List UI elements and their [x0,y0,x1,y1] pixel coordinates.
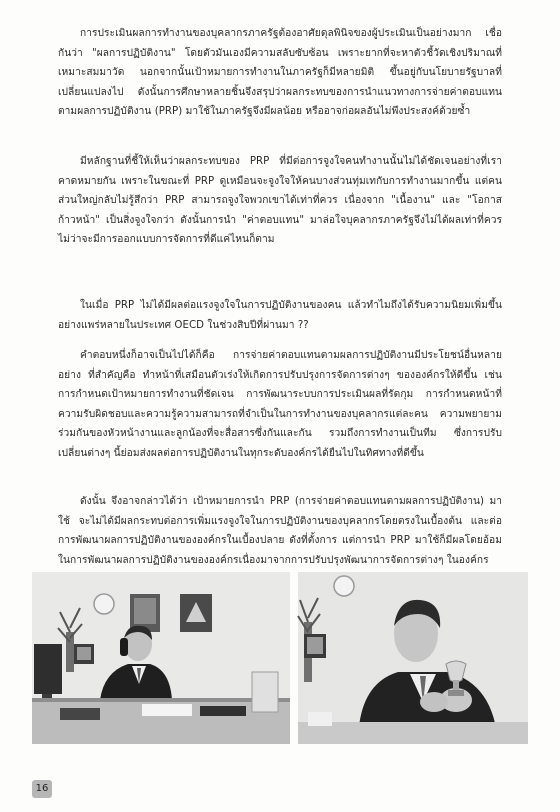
paragraph-1: การประเมินผลการทำงานของบุคลากรภาครัฐต้องอาศัยดุลพินิจของผู้ประเมินเป็นอย่างมาก เชื่อกันว่า "ผลการปฏิบัติงาน" โดยตัวมันเองมีความสลับซับซ้อน เพราะยากที่จะหาตัวชี้วัดเชิงปริมาณที่เหมาะสมมาวัด นอกจากนั้นเป้าหมายการทำงานในภาครัฐก็มีหลายมิติ ขึ้นอยู่กับนโยบายรัฐบาลที่เปลี่ยนแปลงไป ดังนั้นการศึกษาหลายชิ้นจึงสรุปว่าผลกระทบของการนำแนวทางการจ่ายค่าตอบแทนตามผลการปฏิบัติงาน (PRP) มาใช้ในภาครัฐจึงมีผลน้อย หรืออาจก่อผลอันไม่พึงประสงค์ด้วยซ้ำ [58,28,502,118]
photo-businessman-with-trophy-illustration [298,572,528,744]
paragraph-4: คำตอบหนึ่งก็อาจเป็นไปได้ก็คือ การจ่ายค่าตอบแทนตามผลการปฏิบัติงานมีประโยชน์อื่นหลายอย่าง ที่สำคัญคือ ทำหน้าที่เสมือนตัวเร่งให้เกิดการปรับปรุงการจัดการต่างๆ ขององค์กรให้ดีขึ้น เช่น การกำหนดเป้าหมายการทำงานที่ชัดเจน การพัฒนาระบบการประเมินผลที่รัดกุม การกำหนดหน้าที่ความรับผิดชอบและความรู้ความสามารถที่จำเป็นในการทำงานของบุคลากรแต่ละคน ความพยายามร่วมกันของหัวหน้างานและลูกน้องที่จะสื่อสารซึ่งกันและกัน รวมถึงการทำงานเป็นทีม ซึ่งการปรับเปลี่ยนต่างๆ นี้ย่อมส่งผลต่อการปฏิบัติงานในทุกระดับองค์กรได้ยืนไปในทิศทางที่ดีขึ้น [58,350,502,459]
photo-businessman-on-phone [32,572,290,744]
paragraph-3: ในเมื่อ PRP ไม่ได้มีผลต่อแรงจูงใจในการปฏิบัติงานของคน แล้วทำไมถึงได้รับความนิยมเพิ่มขึ้นอย่างแพร่หลายในประเทศ OECD ในช่วงสิบปีที่ผ่านมา ?? [58,300,502,331]
paragraph-5: ดังนั้น จึงอาจกล่าวได้ว่า เป้าหมายการนำ PRP (การจ่ายค่าตอบแทนตามผลการปฏิบัติงาน) มาใช้ จะไม่ได้มีผลกระทบต่อการเพิ่มแรงจูงใจในการปฏิบัติงานของบุคลากรโดยตรงในเบื้องต้น และต่อการพัฒนาผลการปฏิบัติงานขององค์กรในเบื้องปลาย ดังที่ตั้งการ แต่การนำ PRP มาใช้ก็มีผลโดยอ้อมในการพัฒนาผลการปฏิบัติงานขององค์กรเนื่องมาจากการปรับปรุงพัฒนาการจัดการต่างๆ ในองค์กร [58,496,502,566]
paragraph-2: มีหลักฐานที่ชี้ให้เห็นว่าผลกระทบของ PRP ที่มีต่อการจูงใจคนทำงานนั้นไม่ได้ชัดเจนอย่างที่เราคาดหมายกัน เพราะในขณะที่ PRP ดูเหมือนจะจูงใจให้คนบางส่วนทุ่มเทกับการทำงานมากขึ้น แต่คนส่วนใหญ่กลับไม่รู้สึกว่า PRP สามารถจูงใจพวกเขาได้เท่าที่ควร เนื่องจาก "เนื้องาน" และ "โอกาสก้าวหน้า" เป็นสิ่งจูงใจกว่า ดังนั้นการนำ "ค่าตอบแทน" มาล่อใจบุคลากรภาครัฐจึงไม่ได้ผลเท่าที่ควร ไม่ว่าจะมีการออกแบบการจัดการที่ดีแค่ไหนก็ตาม [58,156,502,246]
page-number: 16 [32,780,52,798]
photo-businessman-on-phone-illustration [32,572,290,744]
photo-businessman-with-trophy [298,572,528,744]
